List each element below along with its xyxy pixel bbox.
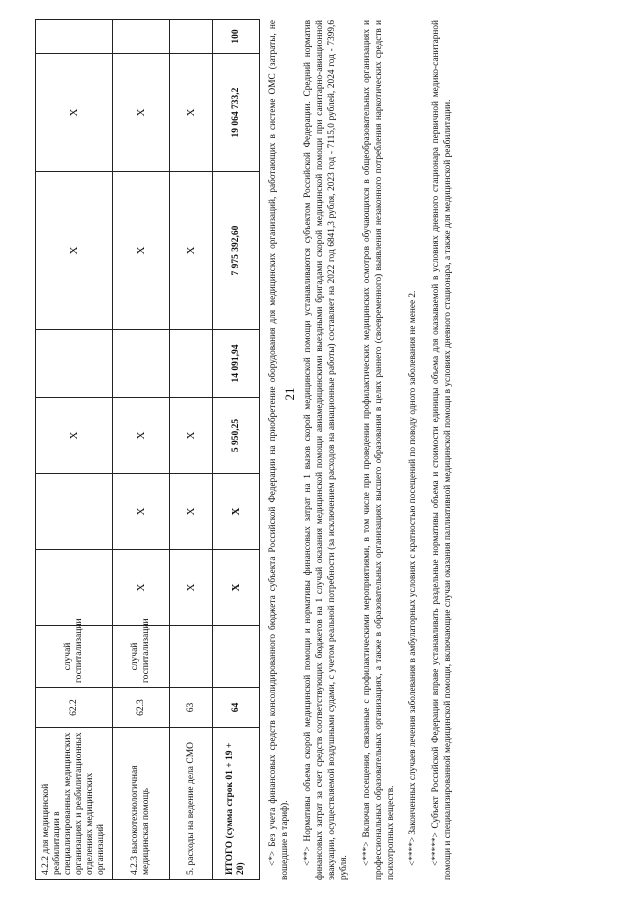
table-row	[36, 20, 113, 880]
row-line-number: 64	[213, 688, 260, 728]
cell	[36, 20, 113, 54]
cell	[113, 20, 170, 54]
footnotes	[267, 20, 464, 880]
table-row	[213, 20, 260, 880]
cell	[170, 330, 213, 398]
cell: X	[113, 54, 170, 172]
row-unit: случай госпитализации	[36, 626, 113, 688]
row-line-number: 62.2	[36, 688, 113, 728]
row-line-number: 63	[170, 688, 213, 728]
row-name: 4.2.2 для медицинской реабилитации в специализированных медицинских организациях и реабилитационных отделениях медицинских организаций	[36, 728, 113, 880]
table-row	[113, 20, 170, 880]
funding-table	[35, 19, 260, 880]
cell: X	[113, 398, 170, 474]
footnote: <*****> Субъект Российской Федерации вправе устанавливать раздельные нормативы объема и стоимости единицы объема для оказываемой в условиях дневного стационара первичной медико-санитарной помощи и специализированной медицинской помощи, включающие случаи оказания паллиативной медицинской помощи в условиях дневного стационара, а также для медицинской реабилитации.	[430, 20, 453, 880]
row-line-number: 62.3	[113, 688, 170, 728]
cell: 14 091,94	[213, 330, 260, 398]
footnote-divider	[259, 750, 260, 880]
row-name: ИТОГО (сумма строк 01 + 19 + 20)	[213, 728, 260, 880]
cell	[113, 330, 170, 398]
row-unit	[170, 626, 213, 688]
rotated-sheet	[35, 0, 575, 880]
cell: X	[113, 172, 170, 330]
cell: X	[36, 398, 113, 474]
cell: X	[170, 54, 213, 172]
cell: 19 064 733,2	[213, 54, 260, 172]
cell: X	[36, 54, 113, 172]
row-name: 5. расходы на ведение дела СМО	[170, 728, 213, 880]
cell	[36, 550, 113, 626]
footnote: <***> Включая посещения, связанные с профилактическими мероприятиями, в том числе при проведении профилактических медицинских осмотров обучающихся в общеобразовательных организациях и профессиональных образовательных организациях, а также в образовательных организациях высшего образования в целях раннего (своевременного) выявления незаконного потребления наркотических средств и психотропных веществ.	[361, 20, 397, 880]
cell: X	[213, 474, 260, 550]
cell: X	[113, 550, 170, 626]
cell	[170, 20, 213, 54]
cell: 7 975 392,60	[213, 172, 260, 330]
cell: 5 950,25	[213, 398, 260, 474]
row-unit: случай госпитализации	[113, 626, 170, 688]
cell: X	[113, 474, 170, 550]
row-name: 4.2.3 высокотехнологичная медицинская помощь	[113, 728, 170, 880]
row-unit	[213, 626, 260, 688]
table-row	[170, 20, 213, 880]
footnote: <*> Без учета финансовых средств консолидированного бюджета субъекта Российской Федерации на приобретение оборудования для медицинских организаций, работающих в системе ОМС (затраты, не вошедшие в тариф).	[268, 20, 291, 880]
cell: 100	[213, 20, 260, 54]
cell	[36, 330, 113, 398]
page-number: 21	[282, 387, 297, 401]
cell: X	[36, 172, 113, 330]
cell: X	[170, 172, 213, 330]
cell: X	[213, 550, 260, 626]
footnote: <****> Законченных случаев лечения заболевания в амбулаторных условиях с кратностью посещений по поводу одного заболевания не менее 2.	[408, 290, 419, 866]
cell: X	[170, 550, 213, 626]
footnote: <**> Нормативы объема скорой медицинской помощи и нормативы финансовых затрат на 1 вызов скорой медицинской помощи устанавливаются субъектом Российской Федерации. Средний норматив финансовых затрат за счет средств соответствующих бюджетов на 1 случай оказания медицинской помощи авиамедицинскими выездными бригадами скорой медицинской помощи при санитарно-авиационной эвакуации, осуществляемой воздушными судами, с учетом реальной потребности (за исключением расходов на авиационные работы) составляет на 2022 год 6841,3 рубля, 2023 год - 7115,0 рублей, 2024 год - 7399,6 рубля.	[302, 20, 350, 880]
cell: X	[170, 398, 213, 474]
cell	[36, 474, 113, 550]
cell: X	[170, 474, 213, 550]
